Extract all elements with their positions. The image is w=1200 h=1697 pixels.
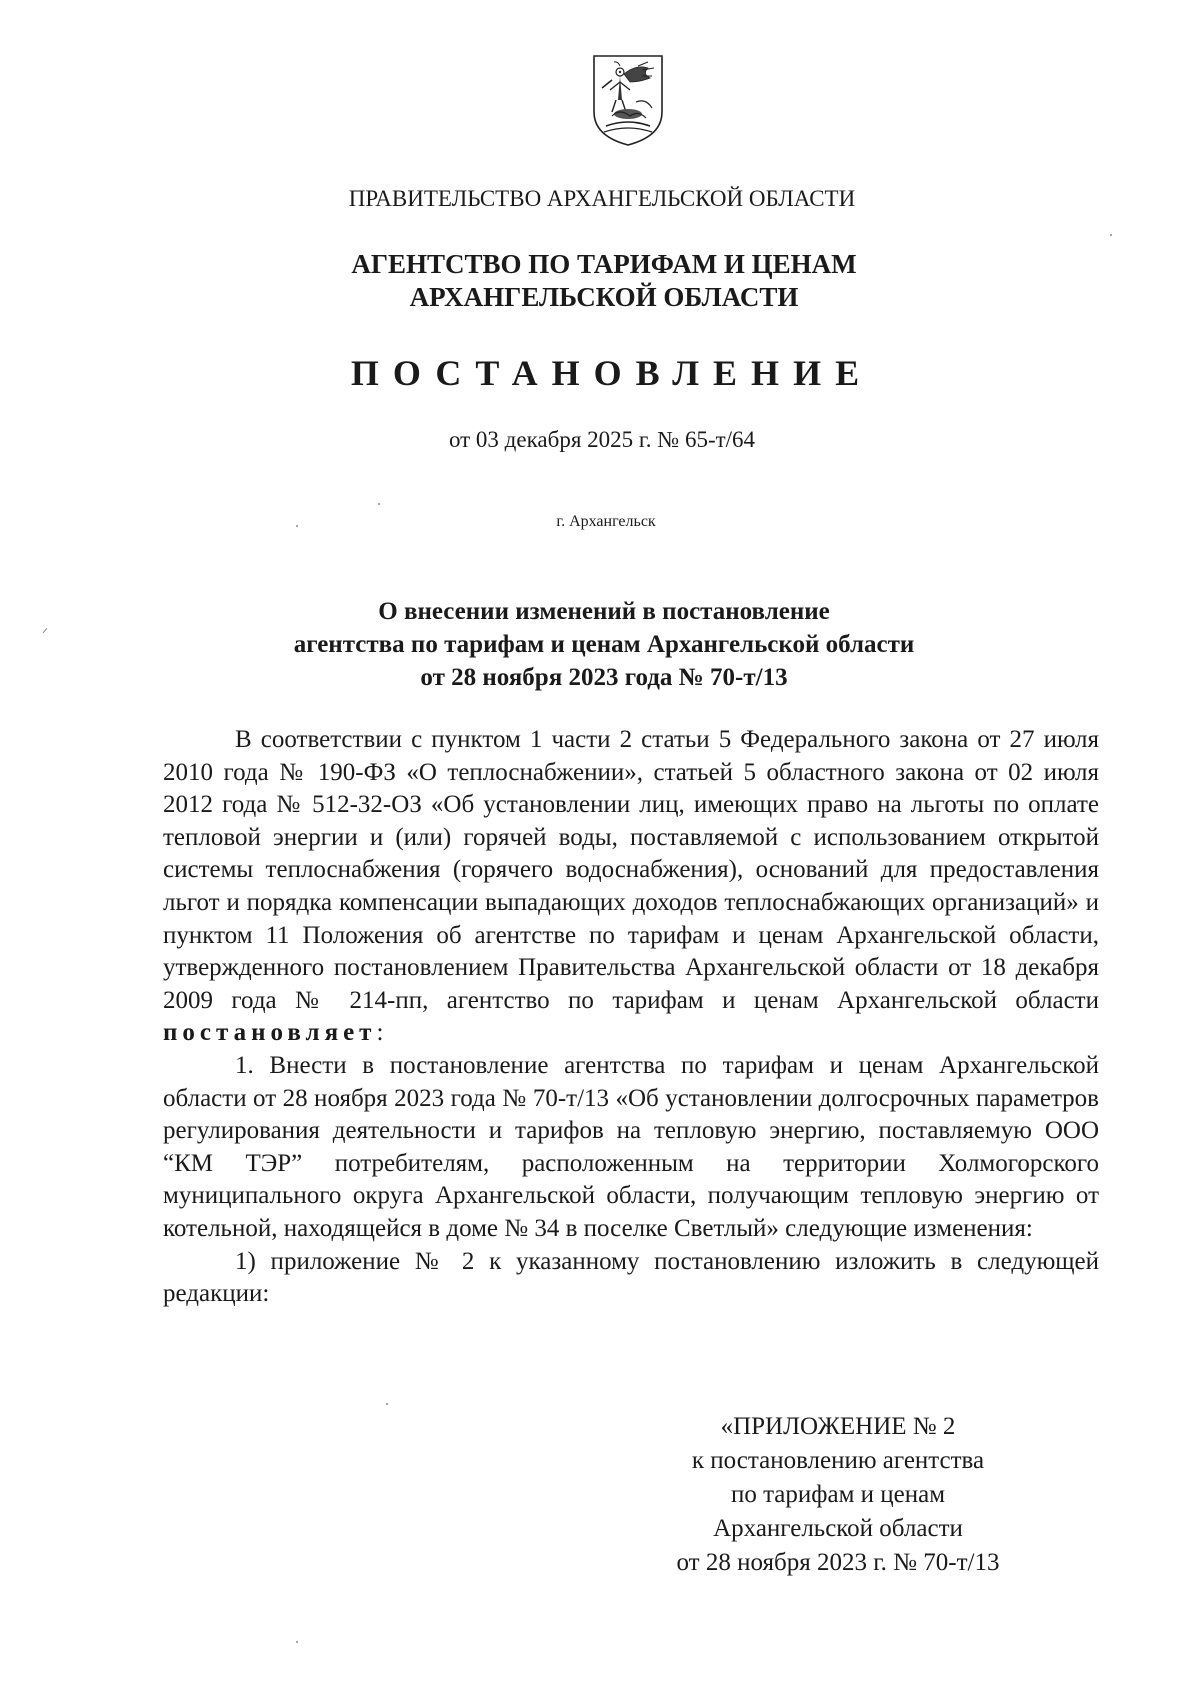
agency-name xyxy=(4,248,1200,314)
title-line3: от 28 ноября 2023 года № 70-т/13 xyxy=(420,664,788,691)
appendix-line1: «ПРИЛОЖЕНИЕ № 2 xyxy=(720,1413,956,1440)
appendix-line3: по тарифам и ценам xyxy=(730,1481,946,1508)
document-body xyxy=(163,724,1099,1311)
paragraph-preamble xyxy=(163,724,1099,1050)
scan-speck xyxy=(386,1403,388,1405)
preamble-colon: : xyxy=(376,1019,384,1047)
decree-word: постановляет xyxy=(163,1019,377,1047)
government-name: ПРАВИТЕЛЬСТВО АРХАНГЕЛЬСКОЙ ОБЛАСТИ xyxy=(348,186,856,211)
paragraph-item-1: 1. Внести в постановление агентства по тарифам и ценам Архангельской области от 28 ноября 2023 года № 70-т/13 «Об установлении долгосрочных параметров регулирования деятельности и тарифов на тепловую энергию, поставляемую ООО “КМ ТЭР” потребителям, расположенным на территории Холмогорского муниципального округа Архангельской области, получающим тепловую энергию от котельной, находящейся в доме № 34 в поселке Светлый» следующие изменения: xyxy=(163,1051,1099,1242)
document-title xyxy=(4,595,1200,694)
preamble-text: В соответствии с пунктом 1 части 2 статьи 5 Федерального закона от 27 июля 2010 года № 190-ФЗ «О теплоснабжении», статьей 5 областного закона от 02 июля 2012 года № 512-32-ОЗ «Об установлении лиц, имеющих право на льготы по оплате тепловой энергии и (или) горячей воды, поставляемой с использованием открытой системы теплоснабжения (горячего водоснабжения), оснований для предоставления льгот и порядка компенсации выпадающих доходов теплоснабжающих организаций» и пунктом 11 Положения об агентстве по тарифам и ценам Архангельской области, утвержденного постановлением Правительства Архангельской области от 18 декабря 2009 года № 214-пп, агентство по тарифам и ценам Архангельской области xyxy=(163,726,1099,1014)
document-date-number: от 03 декабря 2025 г. № 65-т/64 xyxy=(448,427,756,452)
appendix-line2: к постановлению агентства xyxy=(691,1447,985,1474)
coat-of-arms-icon xyxy=(590,52,666,148)
scan-speck xyxy=(1110,234,1112,236)
paragraph-subitem-1: 1) приложение № 2 к указанному постановлению изложить в следующей редакции: xyxy=(163,1247,1099,1308)
title-line2: агентства по тарифам и ценам Архангельской области xyxy=(293,631,915,658)
appendix-line4: Архангельской области xyxy=(713,1515,963,1542)
title-line1: О внесении изменений в постановление xyxy=(378,598,830,625)
document-city: г. Архангельск xyxy=(556,513,656,530)
appendix-header xyxy=(620,1410,1056,1580)
scan-speck xyxy=(378,503,380,505)
scan-speck xyxy=(296,525,298,527)
document-type: ПОСТАНОВЛЕНИЕ xyxy=(350,353,874,393)
agency-name-line2: АРХАНГЕЛЬСКОЙ ОБЛАСТИ xyxy=(409,282,799,312)
scan-speck xyxy=(296,1641,298,1643)
appendix-line5: от 28 ноября 2023 г. № 70-т/13 xyxy=(676,1549,1000,1576)
agency-name-line1: АГЕНТСТВО ПО ТАРИФАМ И ЦЕНАМ xyxy=(351,249,857,279)
